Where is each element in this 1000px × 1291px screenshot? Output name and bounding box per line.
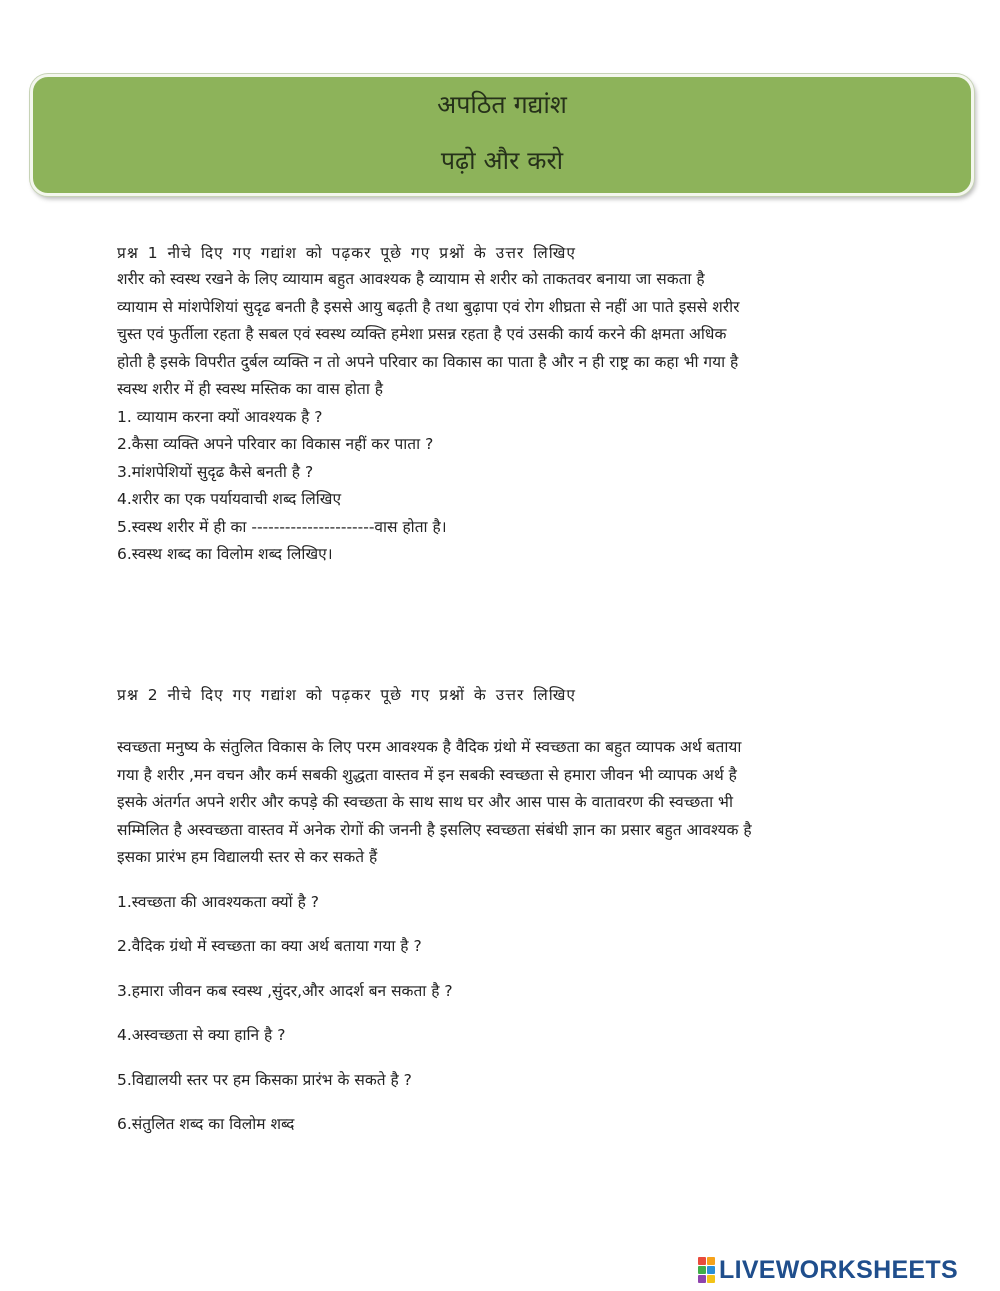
worksheet-title: अपठित गद्यांश	[437, 90, 567, 119]
logo-text: LIVEWORKSHEETS	[719, 1255, 958, 1284]
logo-squares-icon	[698, 1257, 715, 1283]
passage-line: चुस्त एवं फुर्तीला रहता है सबल एवं स्वस्थ व्यक्ति हमेशा प्रसन्न रहता है एवं उसकी कार्य करने की क्षमता अधिक	[117, 325, 727, 343]
logo-square	[698, 1275, 706, 1283]
liveworksheets-logo	[698, 1256, 958, 1284]
passage-line: स्वस्थ शरीर में ही स्वस्थ मस्तिक का वास होता है	[117, 380, 384, 398]
question-item: 5.स्वस्थ शरीर में ही का ----------------------वास होता है।	[117, 517, 447, 536]
question-item: 4.शरीर का एक पर्यायवाची शब्द लिखिए	[117, 490, 342, 508]
question-item: 3.मांशपेशियों सुदृढ कैसे बनती है ?	[117, 462, 314, 481]
title-banner	[30, 74, 974, 196]
question-item: 3.हमारा जीवन कब स्वस्थ ,सुंदर,और आदर्श बन सकता है ?	[117, 981, 453, 1000]
question-1-heading: प्रश्न 1 नीचे दिए गए गद्यांश को पढ़कर पूछे गए प्रश्नों के उत्तर लिखिए	[117, 244, 577, 262]
passage-line: गया है शरीर ,मन वचन और कर्म सबकी शुद्धता वास्तव में इन सबकी स्वच्छता से हमारा जीवन भी व्यापक अर्थ है	[117, 765, 737, 784]
logo-square	[698, 1257, 706, 1265]
logo-square	[698, 1266, 706, 1274]
logo-square	[707, 1275, 715, 1283]
passage-line: होती है इसके विपरीत दुर्बल व्यक्ति न तो अपने परिवार का विकास का पाता है और न ही राष्ट्र का कहा भी गया है	[117, 352, 739, 371]
question-item: 1. व्यायाम करना क्यों आवश्यक है ?	[117, 407, 323, 426]
question-item: 1.स्वच्छता की आवश्यकता क्यों है ?	[117, 892, 319, 911]
question-item: 6.स्वस्थ शब्द का विलोम शब्द लिखिए।	[117, 545, 333, 563]
question-item: 6.संतुलित शब्द का विलोम शब्द	[117, 1115, 295, 1133]
section-1	[117, 240, 897, 569]
question-list-2	[117, 880, 897, 1147]
passage-line: इसके अंतर्गत अपने शरीर और कपड़े की स्वच्छता के साथ साथ घर और आस पास के वातावरण की स्वच्छता भी	[117, 793, 733, 811]
passage-line: सम्मिलित है अस्वच्छता वास्तव में अनेक रोगों की जननी है इसलिए स्वच्छता संबंधी ज्ञान का प्रसार बहुत आवश्यक है	[117, 820, 752, 839]
logo-square	[707, 1257, 715, 1265]
question-2-heading: प्रश्न 2 नीचे दिए गए गद्यांश को पढ़कर पूछे गए प्रश्नों के उत्तर लिखिए	[117, 686, 577, 704]
worksheet-subtitle: पढ़ो और करो	[440, 146, 564, 175]
question-list-1	[117, 404, 897, 569]
passage-line: शरीर को स्वस्थ रखने के लिए व्यायाम बहुत आवश्यक है व्यायाम से शरीर को ताकतवर बनाया जा सकता है	[117, 270, 705, 288]
question-item: 5.विद्यालयी स्तर पर हम किसका प्रारंभ के सकते है ?	[117, 1070, 412, 1089]
passage-line: व्यायाम से मांशपेशियां सुदृढ बनती है इससे आयु बढ़ती है तथा बुढ़ापा एवं रोग शीघ्रता से नहीं आ पाते इससे शरीर	[117, 297, 740, 316]
passage-1	[117, 266, 897, 404]
passage-line: स्वच्छता मनुष्य के संतुलित विकास के लिए परम आवश्यक है वैदिक ग्रंथो में स्वच्छता का बहुत व्यापक अर्थ बताया	[117, 738, 742, 756]
question-item: 2.कैसा व्यक्ति अपने परिवार का विकास नहीं कर पाता ?	[117, 435, 434, 453]
section-2	[117, 682, 897, 1147]
passage-line: इसका प्रारंभ हम विद्यालयी स्तर से कर सकते हैं	[117, 848, 378, 866]
logo-square	[707, 1266, 715, 1274]
question-item: 2.वैदिक ग्रंथो में स्वच्छता का क्या अर्थ बताया गया है ?	[117, 937, 422, 955]
passage-2	[117, 734, 897, 872]
question-item: 4.अस्वच्छता से क्या हानि है ?	[117, 1026, 286, 1044]
